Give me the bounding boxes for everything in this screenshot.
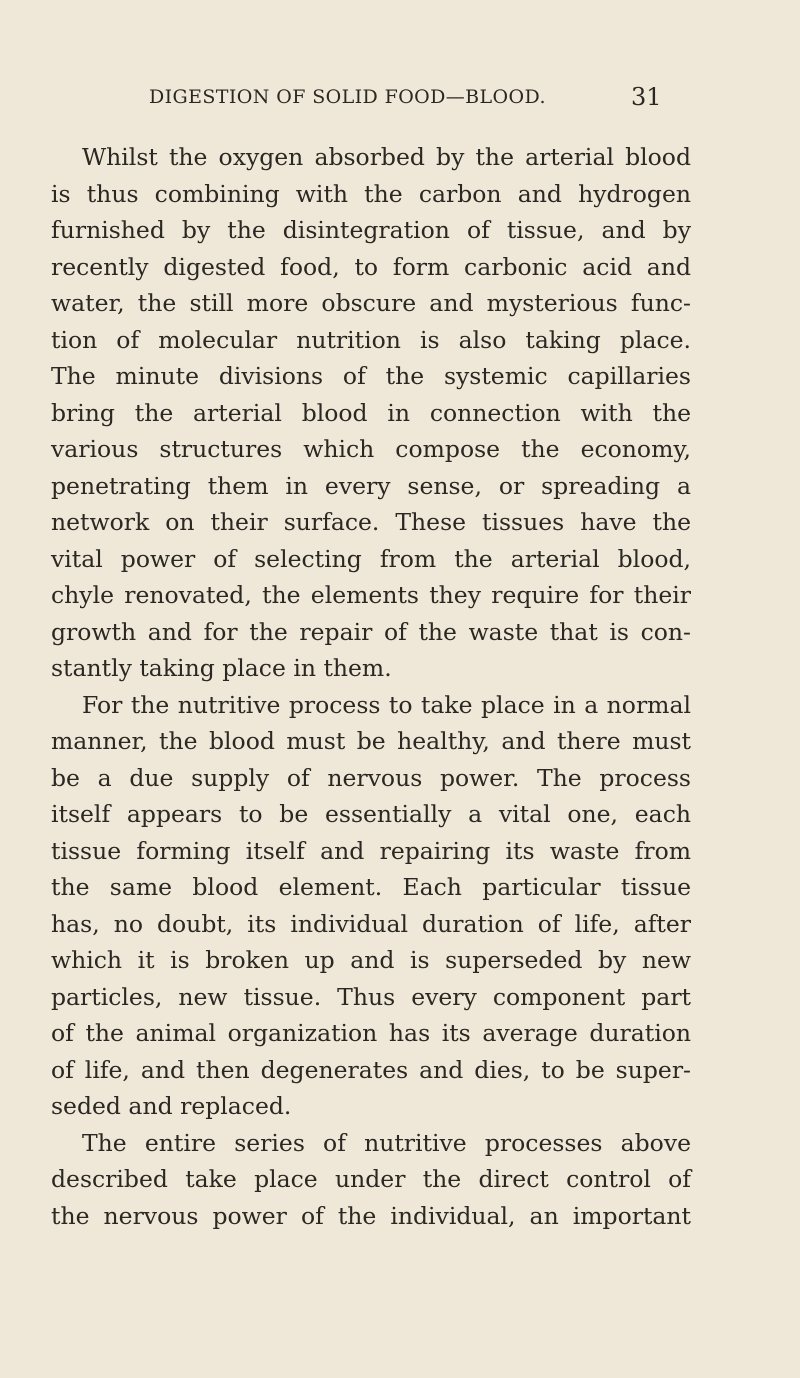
text-line: described take place under the direct control of <box>51 1165 691 1193</box>
text-line: Whilst the oxygen absorbed by the arterial blood <box>82 143 691 171</box>
text-line: the nervous power of the individual, an important <box>51 1201 691 1230</box>
text-line: has, no doubt, its individual duration of life, after <box>51 909 691 938</box>
running-title: DIGESTION OF SOLID FOOD—BLOOD. <box>149 86 546 108</box>
text-line: The entire series of nutritive processes above <box>82 1128 691 1157</box>
paragraph-1 <box>51 139 691 687</box>
text-line: itself appears to be essentially a vital one, each <box>51 800 691 828</box>
text-line: recently digested food, to form carbonic acid and <box>51 252 691 281</box>
text-line: bring the arterial blood in connection with the <box>51 398 691 427</box>
text-line: particles, new tissue. Thus every component part <box>51 982 691 1011</box>
text-line: of life, and then degenerates and dies, to be super- <box>51 1055 691 1084</box>
text-line: various structures which compose the economy, <box>51 435 691 463</box>
paragraph-2 <box>51 687 691 1125</box>
text-line: tion of molecular nutrition is also taking place. <box>51 325 691 354</box>
text-line: seded and replaced. <box>51 1092 292 1120</box>
paragraph-3 <box>51 1125 691 1235</box>
text-line: which it is broken up and is superseded by new <box>51 946 691 974</box>
text-line: chyle renovated, the elements they require for their <box>51 581 691 609</box>
text-line: be a due supply of nervous power. The process <box>51 763 691 792</box>
text-line: penetrating them in every sense, or spreading a <box>51 471 691 500</box>
text-line: The minute divisions of the systemic capillaries <box>51 362 691 390</box>
text-line: furnished by the disintegration of tissue, and by <box>51 216 691 244</box>
text-line: is thus combining with the carbon and hydrogen <box>51 179 691 208</box>
text-line: tissue forming itself and repairing its waste from <box>51 836 691 865</box>
text-line: network on their surface. These tissues have the <box>51 508 691 536</box>
running-head <box>0 83 800 120</box>
body-text <box>51 139 691 1234</box>
text-line: vital power of selecting from the arterial blood, <box>51 544 691 573</box>
text-line: the same blood element. Each particular tissue <box>51 873 691 901</box>
text-line: of the animal organization has its average duration <box>51 1019 691 1047</box>
page-number: 31 <box>631 83 662 111</box>
text-line: stantly taking place in them. <box>51 654 392 682</box>
text-line: For the nutritive process to take place in a normal <box>82 690 691 719</box>
text-line: manner, the blood must be healthy, and there must <box>51 727 691 755</box>
text-line: water, the still more obscure and mysterious func- <box>51 289 691 317</box>
text-line: growth and for the repair of the waste that is con- <box>51 617 691 646</box>
